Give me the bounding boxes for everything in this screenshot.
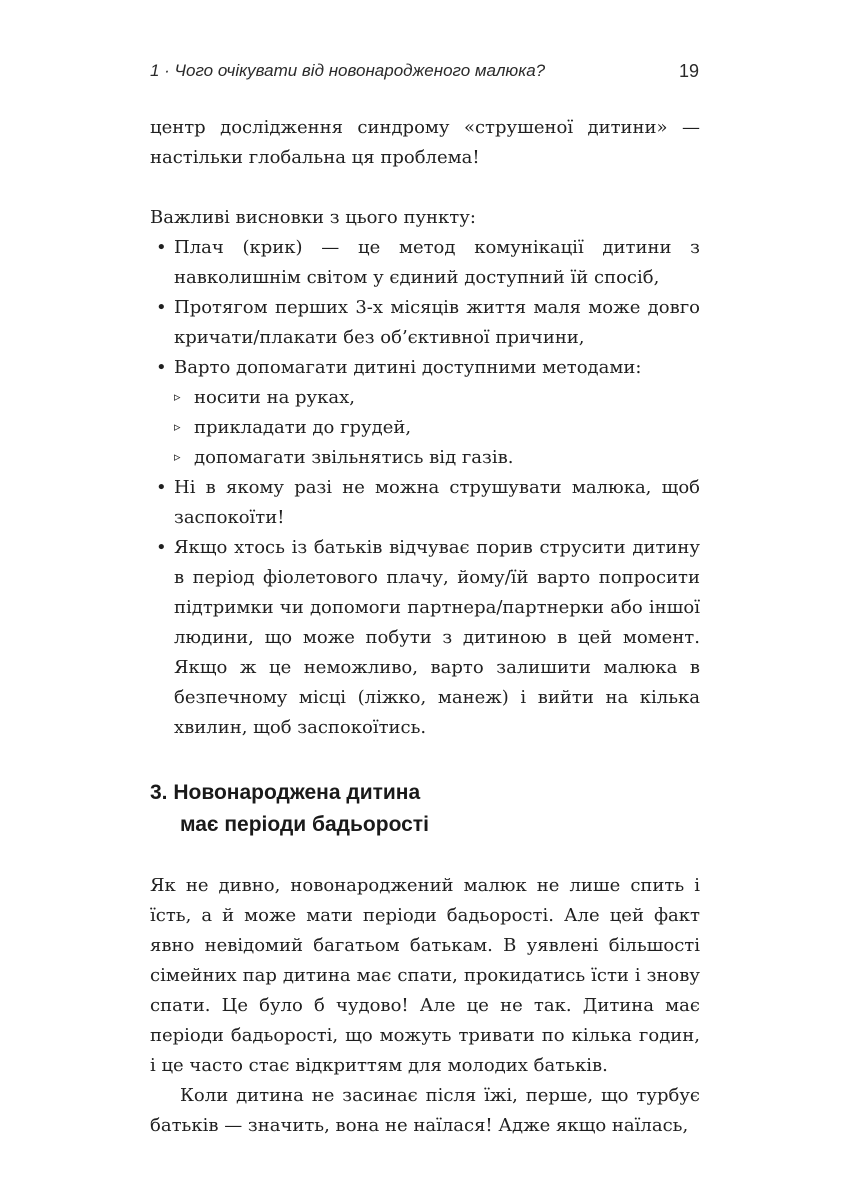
section-heading-line2: має періоди бадьорості [180, 813, 429, 836]
chapter-title: 1 · Чого очікувати від новонародженого малюка? [150, 61, 546, 80]
takeaway-item-with-sublist [150, 353, 700, 473]
takeaway-item: • Якщо хтось із батьків відчуває порив струсити дитину в період фіолетового плачу, йому/їй варто попросити підтримки чи допомоги партнера/партнерки або іншої людини, що може побути з дитиною в цей момент. Якщо ж це неможливо, варто залишити малюка в безпечному місці (ліжко, манеж) і вийти на кілька хвилин, щоб заспокоїтись. [150, 533, 700, 743]
section-paragraph: Коли дитина не засинає після їжі, перше, що турбує батьків — значить, вона не наїлася! Адже якщо наїлась, [150, 1085, 700, 1136]
takeaway-item-text: Варто допомагати дитині доступними методами: [174, 357, 642, 378]
takeaways-list [150, 233, 700, 743]
section-heading-line1: 3. Новонароджена дитина [150, 781, 421, 804]
running-header [150, 61, 699, 85]
takeaway-item: • Протягом перших 3-х місяців життя маля може довго кричати/плакати без об’єктивної причини, [150, 293, 700, 353]
takeaway-item: • Плач (крик) — це метод комунікації дитини з навколишнім світом у єдиний доступний їй спосіб, [150, 233, 700, 293]
section-heading [150, 777, 700, 841]
takeaway-item: • Ні в якому разі не можна струшувати малюка, щоб заспокоїти! [150, 473, 700, 533]
paragraph-spacer [150, 173, 700, 203]
method-item: ▹ допомагати звільнятись від газів. [174, 443, 700, 473]
takeaways-title: Важливі висновки з цього пункту: [150, 207, 476, 228]
method-item: ▹ носити на руках, [174, 383, 700, 413]
page-number: 19 [678, 61, 699, 81]
section-paragraph: Як не дивно, новонароджений малюк не лише спить і їсть, а й може мати періоди бадьорості. Але цей факт явно невідомий багатьом батькам. В уявлені більшості сімейних пар дитина має спати, прокидатись їсти і знову спати. Це було б чудово! Але це не так. Дитина має періоди бадьорості, що можуть тривати по кілька годин, і це часто стає відкриттям для молодих батьків. [150, 875, 700, 1076]
page-body [150, 113, 700, 1141]
method-item: ▹ прикладати до грудей, [174, 413, 700, 443]
lead-paragraph: центр дослідження синдрому «струшеної дитини» — настільки глобальна ця проблема! [150, 117, 700, 168]
method-sublist [174, 383, 700, 473]
